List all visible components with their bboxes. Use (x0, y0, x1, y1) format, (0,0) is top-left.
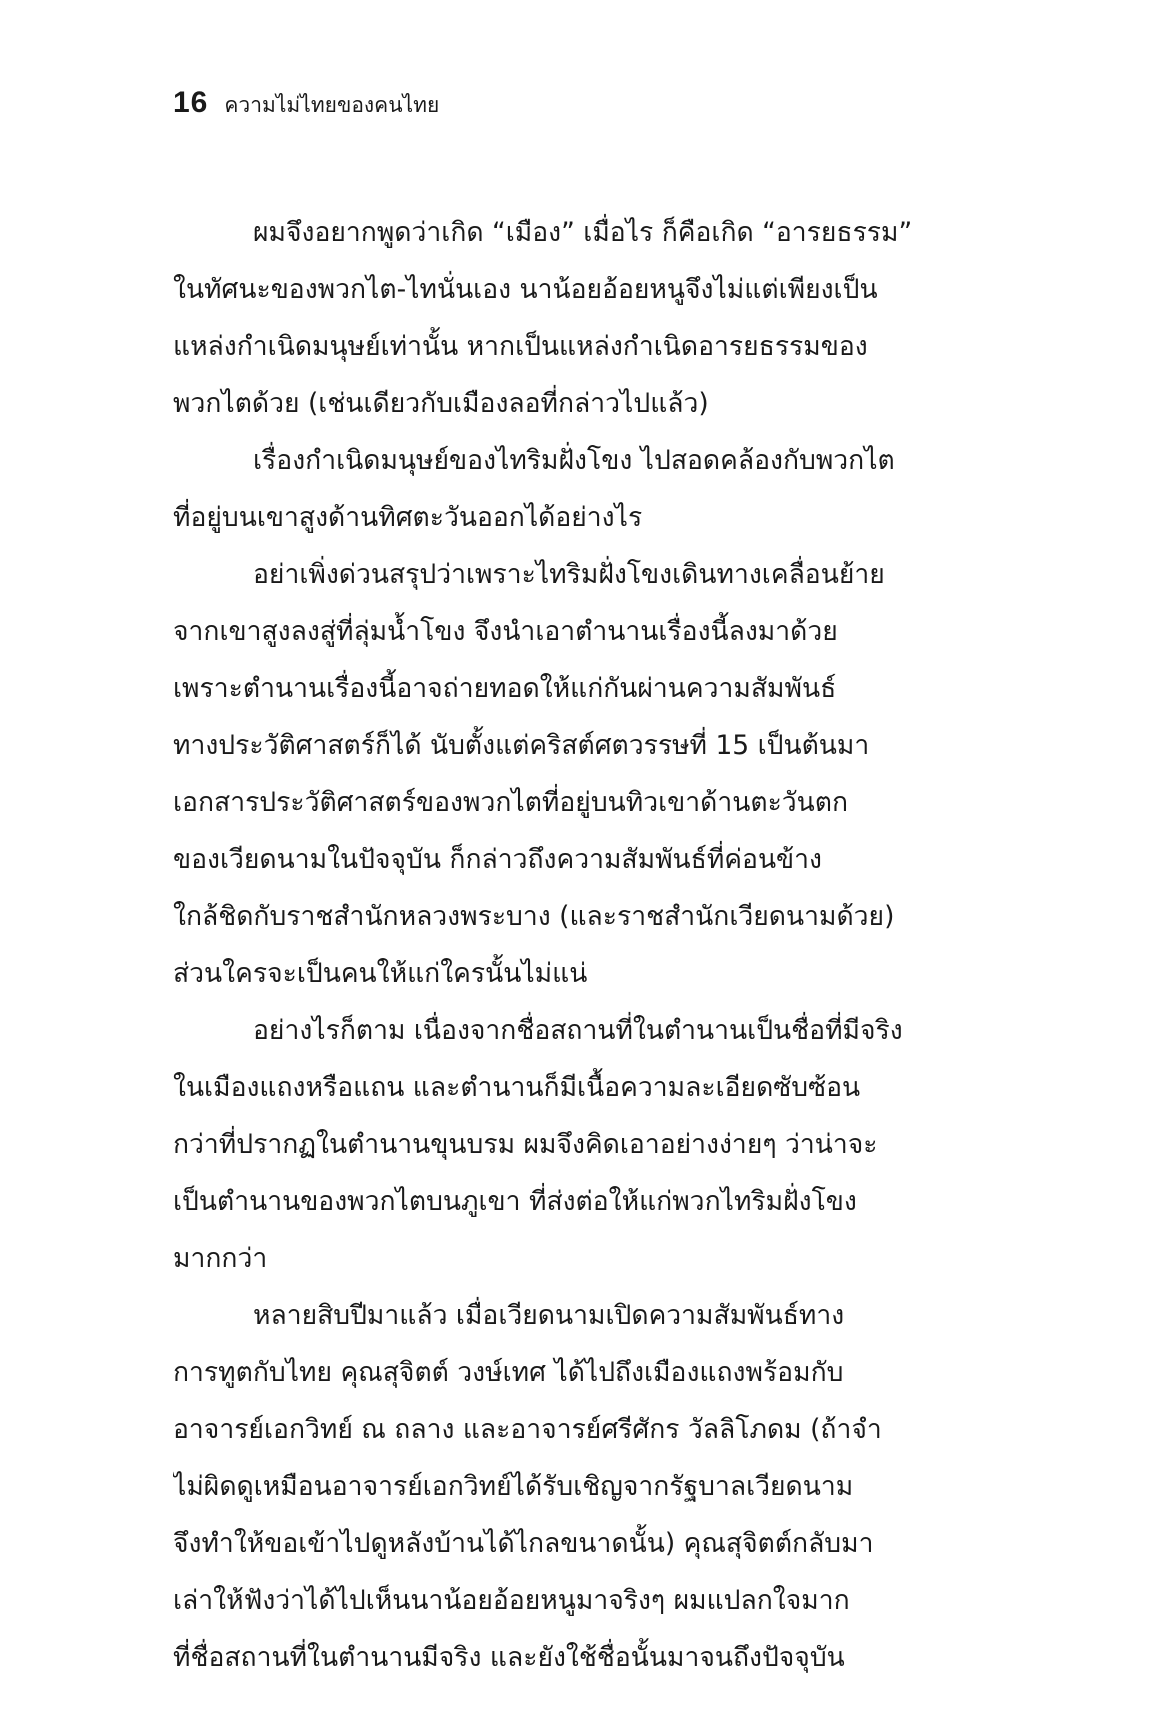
text-line: เป็นตำนานของพวกไตบนภูเขา ที่ส่งต่อให้แก่พวกไทริมฝั่งโขง (173, 1186, 857, 1217)
text-line: เรื่องกำเนิดมนุษย์ของไทริมฝั่งโขง ไปสอดคล้องกับพวกไต (253, 445, 895, 476)
text-line: พวกไตด้วย (เช่นเดียวกับเมืองลอที่กล่าวไปแล้ว) (173, 388, 709, 419)
text-line: มากกว่า (173, 1243, 268, 1274)
page-number: 16 (173, 86, 209, 119)
text-line: ในเมืองแถงหรือแถน และตำนานก็มีเนื้อความละเอียดซับซ้อน (173, 1072, 861, 1103)
text-line: เอกสารประวัติศาสตร์ของพวกไตที่อยู่บนทิวเขาด้านตะวันตก (173, 787, 849, 818)
text-line: เล่าให้ฟังว่าได้ไปเห็นนาน้อยอ้อยหนูมาจริงๆ ผมแปลกใจมาก (173, 1585, 850, 1616)
text-line: จึงทำให้ขอเข้าไปดูหลังบ้านได้ไกลขนาดนั้น) คุณสุจิตต์กลับมา (173, 1528, 874, 1559)
text-line: การทูตกับไทย คุณสุจิตต์ วงษ์เทศ ได้ไปถึงเมืองแถงพร้อมกับ (173, 1357, 844, 1388)
text-line: อาจารย์เอกวิทย์ ณ ถลาง และอาจารย์ศรีศักร วัลลิโภดม (ถ้าจำ (173, 1414, 882, 1445)
text-line: หลายสิบปีมาแล้ว เมื่อเวียดนามเปิดความสัมพันธ์ทาง (253, 1300, 845, 1331)
text-line: จากเขาสูงลงสู่ที่ลุ่มน้ำโขง จึงนำเอาตำนานเรื่องนี้ลงมาด้วย (173, 616, 838, 647)
text-line: อย่าเพิ่งด่วนสรุปว่าเพราะไทริมฝั่งโขงเดินทางเคลื่อนย้าย (253, 559, 885, 590)
text-line: ใกล้ชิดกับราชสำนักหลวงพระบาง (และราชสำนักเวียดนามด้วย) (173, 901, 895, 932)
text-line: ผมจึงอยากพูดว่าเกิด “เมือง” เมื่อไร ก็คือเกิด “อารยธรรม” (253, 217, 913, 248)
text-line: อย่างไรก็ตาม เนื่องจากชื่อสถานที่ในตำนานเป็นชื่อที่มีจริง (253, 1015, 903, 1046)
body-text (173, 204, 983, 1686)
text-line: ที่ชื่อสถานที่ในตำนานมีจริง และยังใช้ชื่อนั้นมาจนถึงปัจจุบัน (173, 1642, 845, 1673)
running-header (173, 86, 439, 126)
text-line: ส่วนใครจะเป็นคนให้แก่ใครนั้นไม่แน่ (173, 958, 588, 989)
text-line: แหล่งกำเนิดมนุษย์เท่านั้น หากเป็นแหล่งกำเนิดอารยธรรมของ (173, 331, 868, 362)
text-line: ในทัศนะของพวกไต-ไทนั่นเอง นาน้อยอ้อยหนูจึงไม่แต่เพียงเป็น (173, 274, 878, 305)
text-line: ของเวียดนามในปัจจุบัน ก็กล่าวถึงความสัมพันธ์ที่ค่อนข้าง (173, 844, 822, 875)
text-line: เพราะตำนานเรื่องนี้อาจถ่ายทอดให้แก่กันผ่านความสัมพันธ์ (173, 673, 837, 704)
text-line: กว่าที่ปรากฏในตำนานขุนบรม ผมจึงคิดเอาอย่างง่ายๆ ว่าน่าจะ (173, 1129, 878, 1160)
text-line: ทางประวัติศาสตร์ก็ได้ นับตั้งแต่คริสต์ศตวรรษที่ 15 เป็นต้นมา (173, 730, 870, 761)
text-line: ไม่ผิดดูเหมือนอาจารย์เอกวิทย์ได้รับเชิญจากรัฐบาลเวียดนาม (173, 1471, 854, 1502)
text-line: ที่อยู่บนเขาสูงด้านทิศตะวันออกได้อย่างไร (173, 502, 643, 533)
book-title: ความไม่ไทยของคนไทย (224, 93, 440, 117)
